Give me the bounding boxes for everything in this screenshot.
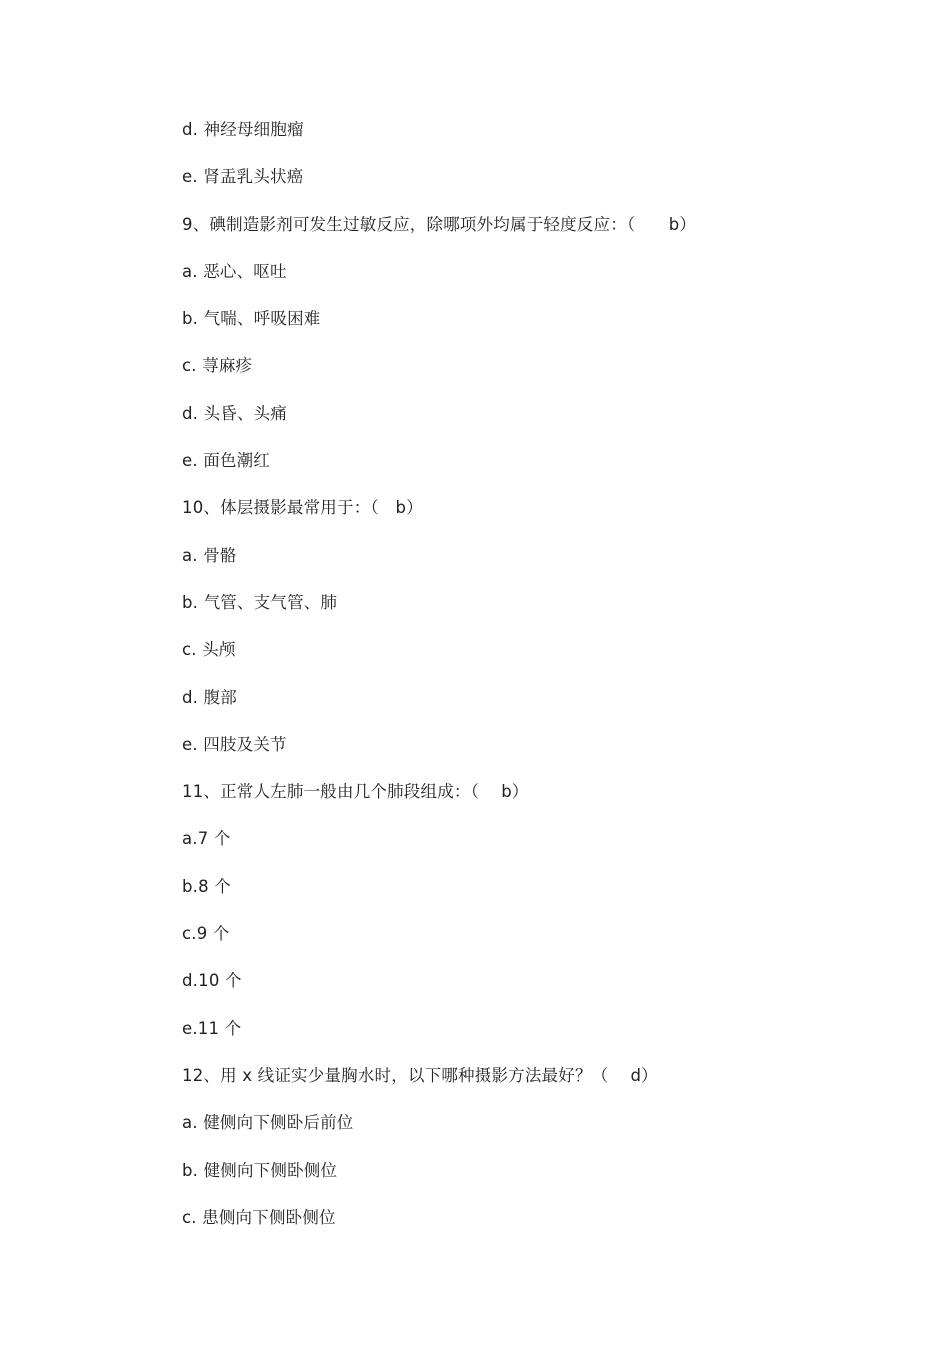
option-line: c.9 个 — [182, 924, 230, 944]
option-line: c. 患侧向下侧卧侧位 — [182, 1207, 336, 1227]
option-line: b. 健侧向下侧卧侧位 — [182, 1160, 338, 1180]
option-line: a. 恶心、呕吐 — [182, 261, 287, 281]
option-line: d. 神经母细胞瘤 — [182, 120, 304, 139]
option-line: d. 腹部 — [182, 687, 237, 707]
option-line: a. 骨骼 — [182, 545, 237, 565]
question-line: 12、用 x 线证实少量胸水时，以下哪种摄影方法最好？（ d） — [182, 1065, 658, 1085]
option-line: b. 气喘、呼吸困难 — [182, 309, 321, 329]
question-line: 11、正常人左肺一般由几个肺段组成：（ b） — [182, 782, 529, 802]
option-line: a.7 个 — [182, 829, 231, 849]
option-line: e. 面色潮红 — [182, 451, 271, 471]
option-line: d.10 个 — [182, 971, 242, 991]
option-line: c. 头颅 — [182, 640, 236, 660]
question-line: 9、碘制造影剂可发生过敏反应，除哪项外均属于轻度反应：（ b） — [182, 214, 697, 234]
option-line: e.11 个 — [182, 1018, 242, 1038]
option-line: b.8 个 — [182, 876, 231, 896]
option-line: b. 气管、支气管、肺 — [182, 592, 338, 612]
option-line: c. 荨麻疹 — [182, 356, 253, 376]
option-line: d. 头昏、头痛 — [182, 403, 288, 423]
question-line: 10、体层摄影最常用于：（ b） — [182, 498, 423, 518]
option-line: e. 四肢及关节 — [182, 734, 287, 754]
question-list — [182, 116, 882, 1251]
option-line: a. 健侧向下侧卧后前位 — [182, 1113, 354, 1133]
option-line: e. 肾盂乳头状癌 — [182, 167, 304, 187]
